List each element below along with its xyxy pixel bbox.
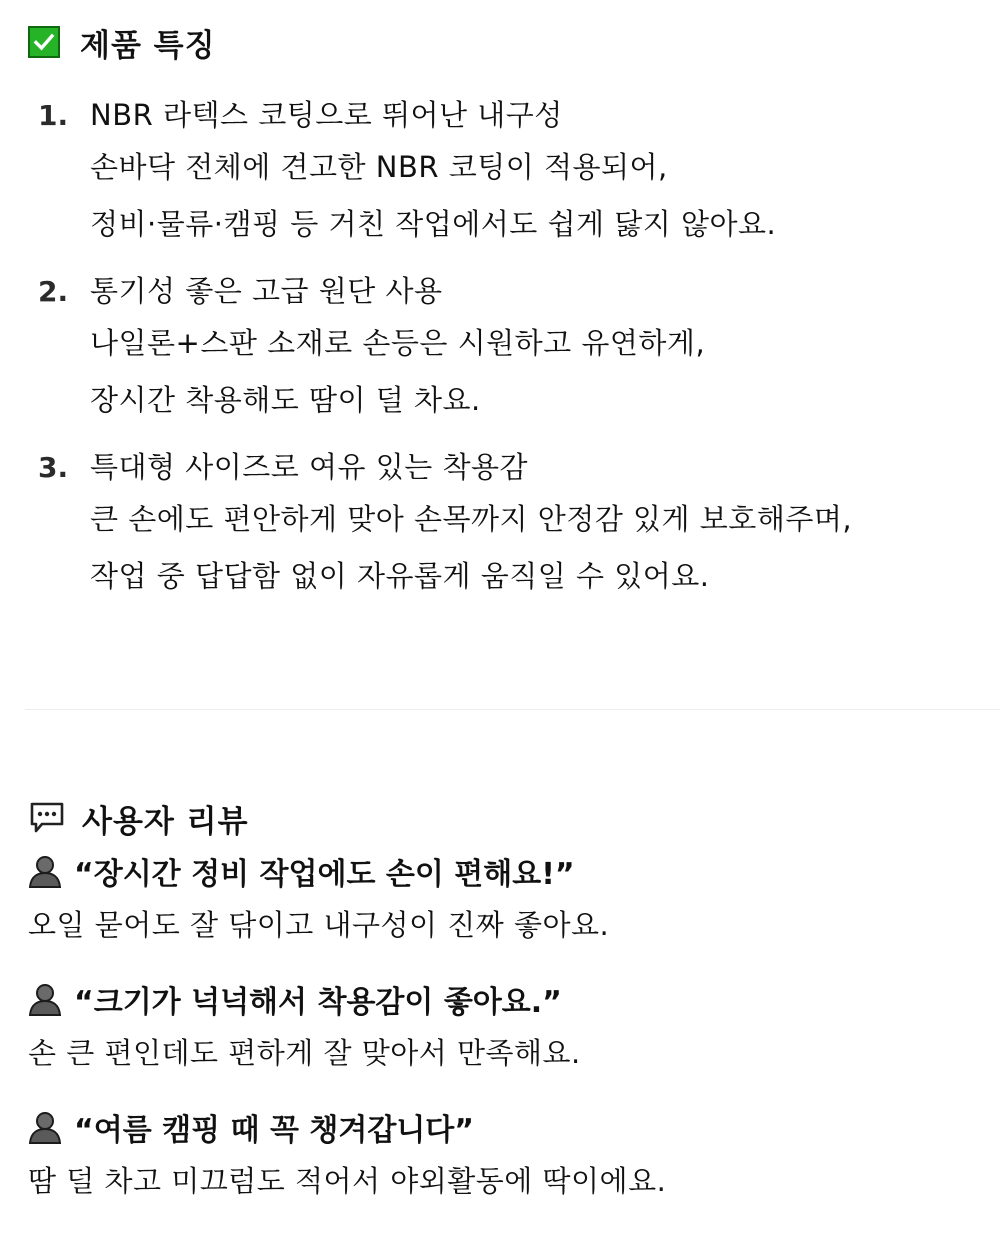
feature-number: 2. [38, 275, 69, 308]
feature-item [38, 444, 998, 605]
feature-number: 3. [38, 451, 69, 484]
review-quote-row [28, 846, 980, 896]
section-divider [25, 709, 1000, 710]
person-icon [28, 982, 62, 1016]
feature-item [38, 92, 998, 253]
feature-number: 1. [38, 99, 69, 132]
feature-description-line: 작업 중 답답함 없이 자유롭게 움직일 수 있어요. [90, 559, 710, 593]
review-item [28, 1102, 980, 1210]
feature-title: 특대형 사이즈로 여유 있는 착용감 [90, 450, 529, 484]
feature-description-line: 큰 손에도 편안하게 맞아 손목까지 안정감 있게 보호해주며, [90, 502, 853, 536]
review-quote-row [28, 1102, 980, 1152]
feature-title: NBR 라텍스 코팅으로 뛰어난 내구성 [90, 98, 563, 132]
person-icon [28, 1110, 62, 1144]
review-body: 땀 덜 차고 미끄럼도 적어서 야외활동에 딱이에요. [28, 1164, 667, 1198]
check-mark-icon [28, 26, 60, 58]
review-item [28, 846, 980, 954]
review-quote: “크기가 넉넉해서 착용감이 좋아요.” [74, 985, 562, 1020]
feature-description-line: 손바닥 전체에 견고한 NBR 코팅이 적용되어, [90, 150, 668, 184]
features-section [28, 22, 980, 593]
review-quote-row [28, 974, 980, 1024]
reviews-title: 사용자 리뷰 [82, 803, 249, 840]
feature-item [38, 268, 998, 429]
review-body: 손 큰 편인데도 편하게 잘 맞아서 만족해요. [28, 1036, 581, 1070]
review-quote: “장시간 정비 작업에도 손이 편해요!” [74, 857, 575, 892]
feature-description-line: 정비·물류·캠핑 등 거친 작업에서도 쉽게 닳지 않아요. [90, 207, 777, 241]
speech-bubble-icon [28, 799, 66, 837]
review-body: 오일 묻어도 잘 닦이고 내구성이 진짜 좋아요. [28, 908, 610, 942]
reviews-section [28, 798, 980, 1210]
feature-title: 통기성 좋은 고급 원단 사용 [90, 274, 443, 308]
feature-list [38, 92, 998, 620]
review-quote: “여름 캠핑 때 꼭 챙겨갑니다” [74, 1113, 474, 1148]
features-heading [28, 22, 980, 62]
person-icon [28, 854, 62, 888]
features-title: 제품 특징 [80, 27, 216, 64]
feature-description-line: 장시간 착용해도 땀이 덜 차요. [90, 383, 481, 417]
feature-description-line: 나일론+스판 소재로 손등은 시원하고 유연하게, [90, 326, 706, 360]
reviews-heading [28, 798, 980, 838]
review-item [28, 974, 980, 1082]
